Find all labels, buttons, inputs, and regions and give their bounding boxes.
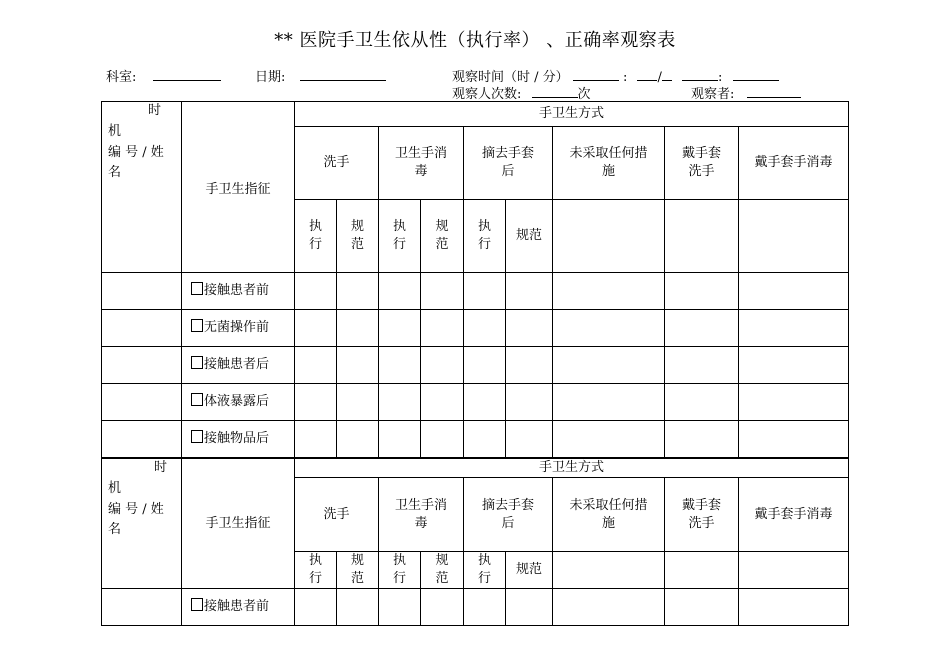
checkbox[interactable] xyxy=(191,430,203,443)
entry-cell[interactable] xyxy=(553,421,665,458)
sub-norm-full: 规范 xyxy=(506,200,553,273)
sub-norm-line2: 范 xyxy=(350,571,364,586)
corner-id-name: 编 号 / 姓 xyxy=(108,145,164,160)
entry-cell[interactable] xyxy=(739,384,849,421)
method-sanitize-line1: 卫生手消 xyxy=(394,497,447,513)
sub-exec-line1: 执 xyxy=(308,553,322,568)
indication-label: 接触患者前 xyxy=(204,599,270,614)
entry-cell[interactable] xyxy=(739,589,849,626)
indication-item[interactable] xyxy=(182,273,295,310)
entry-cell[interactable] xyxy=(337,421,379,458)
entry-cell[interactable] xyxy=(421,589,464,626)
entry-cell[interactable] xyxy=(337,273,379,310)
method-glove-wash-line1: 戴手套 xyxy=(681,497,721,513)
time-hour-start-blank[interactable] xyxy=(573,66,619,81)
sub-norm-full: 规范 xyxy=(506,552,553,589)
method-sanitize-line1: 卫生手消 xyxy=(394,146,447,161)
entry-cell[interactable] xyxy=(464,421,506,458)
method-glove-off-line2: 后 xyxy=(501,164,515,179)
time-sep-blank xyxy=(662,66,672,81)
empty-cell xyxy=(739,552,849,589)
entry-cell[interactable] xyxy=(379,310,421,347)
table-row xyxy=(102,310,849,347)
dept-blank[interactable] xyxy=(153,66,221,81)
time-hour-end-blank[interactable] xyxy=(682,66,718,81)
method-no-measure-line2: 施 xyxy=(601,164,615,179)
sub-exec-line2: 行 xyxy=(477,237,491,252)
method-sanitize xyxy=(379,127,464,200)
method-glove-wash xyxy=(665,127,739,200)
entry-cell[interactable] xyxy=(295,384,337,421)
time-min-start-blank[interactable] xyxy=(637,66,657,81)
entry-cell[interactable] xyxy=(665,347,739,384)
entry-cell[interactable] xyxy=(665,273,739,310)
observation-table-block-2 xyxy=(101,458,849,626)
sub-exec-line2: 行 xyxy=(392,237,406,252)
method-no-measure-line1: 未采取任何措 xyxy=(569,497,648,513)
table-row xyxy=(102,347,849,384)
corner-time: 时 xyxy=(148,103,162,118)
sub-exec-line1: 执 xyxy=(392,219,406,234)
entry-cell[interactable] xyxy=(102,384,182,421)
entry-cell[interactable] xyxy=(553,310,665,347)
date-label: 日期: xyxy=(255,70,286,85)
checkbox[interactable] xyxy=(191,319,203,332)
entry-cell[interactable] xyxy=(337,310,379,347)
entry-cell[interactable] xyxy=(464,589,506,626)
date-blank[interactable] xyxy=(300,66,386,81)
time-colon: : xyxy=(718,70,723,85)
checkbox[interactable] xyxy=(191,598,203,611)
indication-label: 体液暴露后 xyxy=(204,394,270,409)
table-row xyxy=(102,384,849,421)
entry-cell[interactable] xyxy=(665,589,739,626)
entry-cell[interactable] xyxy=(739,310,849,347)
sub-norm xyxy=(337,200,379,273)
corner-name-end: 名 xyxy=(108,522,122,537)
entry-cell[interactable] xyxy=(506,347,553,384)
entry-cell[interactable] xyxy=(665,421,739,458)
entry-cell[interactable] xyxy=(295,347,337,384)
indication-label: 接触物品后 xyxy=(204,431,270,446)
method-no-measure-line2: 施 xyxy=(601,515,615,531)
entry-cell[interactable] xyxy=(295,421,337,458)
obs-count-blank[interactable] xyxy=(532,83,578,98)
obs-count-label: 观察人次数: xyxy=(452,87,522,102)
obs-count-unit: 次 xyxy=(577,87,591,102)
observer-blank[interactable] xyxy=(747,83,801,98)
sub-norm-line2: 范 xyxy=(350,237,364,252)
sub-exec-line1: 执 xyxy=(477,219,491,234)
table-row xyxy=(102,421,849,458)
method-glove-wash-line1: 戴手套 xyxy=(681,146,721,161)
entry-cell[interactable] xyxy=(464,310,506,347)
table-row xyxy=(102,589,849,626)
method-glove-wash-line2: 洗手 xyxy=(688,164,715,179)
sub-exec xyxy=(464,200,506,273)
entry-cell[interactable] xyxy=(506,384,553,421)
checkbox[interactable] xyxy=(191,356,203,369)
method-header: 手卫生方式 xyxy=(295,459,849,478)
sub-exec-line1: 执 xyxy=(308,219,322,234)
entry-cell[interactable] xyxy=(102,310,182,347)
corner-cell xyxy=(102,102,182,273)
checkbox[interactable] xyxy=(191,282,203,295)
observer-label: 观察者: xyxy=(691,87,735,102)
indication-item[interactable] xyxy=(182,589,295,626)
entry-cell[interactable] xyxy=(553,589,665,626)
sub-exec xyxy=(379,200,421,273)
entry-cell[interactable] xyxy=(102,589,182,626)
date-field xyxy=(255,66,386,85)
sub-norm-line1: 规 xyxy=(435,553,449,568)
indication-item[interactable] xyxy=(182,310,295,347)
entry-cell[interactable] xyxy=(739,421,849,458)
entry-cell[interactable] xyxy=(379,384,421,421)
entry-cell[interactable] xyxy=(739,347,849,384)
entry-cell[interactable] xyxy=(421,347,464,384)
checkbox[interactable] xyxy=(191,393,203,406)
method-sanitize xyxy=(379,478,464,552)
method-no-measure xyxy=(553,478,665,552)
sub-exec-line1: 执 xyxy=(477,553,491,568)
entry-cell[interactable] xyxy=(739,273,849,310)
corner-name-end: 名 xyxy=(108,165,122,180)
time-slash: / xyxy=(657,70,662,85)
indication-header: 手卫生指征 xyxy=(182,102,295,273)
sub-norm xyxy=(421,200,464,273)
method-glove-off-line2: 后 xyxy=(501,515,515,531)
method-glove-sanitize: 戴手套手消毒 xyxy=(739,127,849,200)
method-glove-wash-line2: 洗手 xyxy=(688,515,715,531)
sub-exec-line1: 执 xyxy=(392,553,406,568)
sub-norm xyxy=(337,552,379,589)
method-no-measure xyxy=(553,127,665,200)
indication-header: 手卫生指征 xyxy=(182,459,295,589)
sub-exec-line2: 行 xyxy=(308,571,322,586)
indication-label: 接触患者前 xyxy=(204,283,270,298)
method-wash: 洗手 xyxy=(295,127,379,200)
entry-cell[interactable] xyxy=(553,347,665,384)
observer-field xyxy=(691,83,801,102)
method-wash: 洗手 xyxy=(295,478,379,552)
entry-cell[interactable] xyxy=(553,273,665,310)
sub-exec-line2: 行 xyxy=(392,571,406,586)
method-glove-off xyxy=(464,478,553,552)
entry-cell[interactable] xyxy=(337,589,379,626)
corner-id-name: 编 号 / 姓 xyxy=(108,502,164,517)
empty-cell xyxy=(553,552,665,589)
entry-cell[interactable] xyxy=(102,273,182,310)
entry-cell[interactable] xyxy=(421,273,464,310)
entry-cell[interactable] xyxy=(337,384,379,421)
entry-cell[interactable] xyxy=(464,347,506,384)
method-sanitize-line2: 毒 xyxy=(414,515,428,531)
empty-cell xyxy=(665,200,739,273)
method-header: 手卫生方式 xyxy=(295,102,849,127)
entry-cell[interactable] xyxy=(379,589,421,626)
entry-cell[interactable] xyxy=(553,384,665,421)
dept-field xyxy=(106,66,221,85)
indication-label: 无菌操作前 xyxy=(204,320,270,335)
indication-item[interactable] xyxy=(182,347,295,384)
method-sanitize-line2: 毒 xyxy=(414,164,428,179)
indication-label: 接触患者后 xyxy=(204,357,270,372)
corner-time: 时 xyxy=(154,460,168,475)
form-title: ** 医院手卫生依从性（执行率） 、正确率观察表 xyxy=(274,30,676,51)
entry-cell[interactable] xyxy=(421,384,464,421)
sub-norm-line1: 规 xyxy=(350,219,364,234)
obs-time-label: 观察时间（时 / 分） xyxy=(452,70,569,85)
entry-cell[interactable] xyxy=(464,273,506,310)
entry-cell[interactable] xyxy=(464,384,506,421)
dept-label: 科室: xyxy=(106,70,137,85)
corner-cell xyxy=(102,459,182,589)
method-glove-off-line1: 摘去手套 xyxy=(481,497,534,513)
entry-cell[interactable] xyxy=(665,384,739,421)
time-colon: : xyxy=(622,70,628,85)
entry-cell[interactable] xyxy=(506,310,553,347)
entry-cell[interactable] xyxy=(337,347,379,384)
entry-cell[interactable] xyxy=(506,589,553,626)
sub-exec xyxy=(295,552,337,589)
sub-exec xyxy=(379,552,421,589)
method-no-measure-line1: 未采取任何措 xyxy=(569,146,648,161)
empty-cell xyxy=(665,552,739,589)
obs-count-field xyxy=(452,83,591,102)
sub-exec xyxy=(295,200,337,273)
entry-cell[interactable] xyxy=(379,421,421,458)
sub-norm-line1: 规 xyxy=(350,553,364,568)
table-row xyxy=(102,273,849,310)
sub-norm xyxy=(421,552,464,589)
method-glove-wash xyxy=(665,478,739,552)
entry-cell[interactable] xyxy=(102,421,182,458)
entry-cell[interactable] xyxy=(421,310,464,347)
method-glove-off xyxy=(464,127,553,200)
sub-norm-line1: 规 xyxy=(435,219,449,234)
entry-cell[interactable] xyxy=(506,273,553,310)
indication-item[interactable] xyxy=(182,421,295,458)
sub-norm-line2: 范 xyxy=(435,571,449,586)
observation-table-block-1 xyxy=(101,101,849,458)
empty-cell xyxy=(553,200,665,273)
entry-cell[interactable] xyxy=(379,273,421,310)
entry-cell[interactable] xyxy=(506,421,553,458)
corner-machine: 机 xyxy=(108,124,122,139)
entry-cell[interactable] xyxy=(295,273,337,310)
entry-cell[interactable] xyxy=(295,589,337,626)
empty-cell xyxy=(739,200,849,273)
method-glove-sanitize: 戴手套手消毒 xyxy=(739,478,849,552)
sub-exec-line2: 行 xyxy=(308,237,322,252)
sub-exec xyxy=(464,552,506,589)
entry-cell[interactable] xyxy=(102,347,182,384)
corner-machine: 机 xyxy=(108,481,122,496)
indication-item[interactable] xyxy=(182,384,295,421)
time-min-end-blank[interactable] xyxy=(733,66,779,81)
entry-cell[interactable] xyxy=(379,347,421,384)
entry-cell[interactable] xyxy=(665,310,739,347)
sub-exec-line2: 行 xyxy=(477,571,491,586)
entry-cell[interactable] xyxy=(421,421,464,458)
sub-norm-line2: 范 xyxy=(435,237,449,252)
method-glove-off-line1: 摘去手套 xyxy=(481,146,534,161)
entry-cell[interactable] xyxy=(295,310,337,347)
